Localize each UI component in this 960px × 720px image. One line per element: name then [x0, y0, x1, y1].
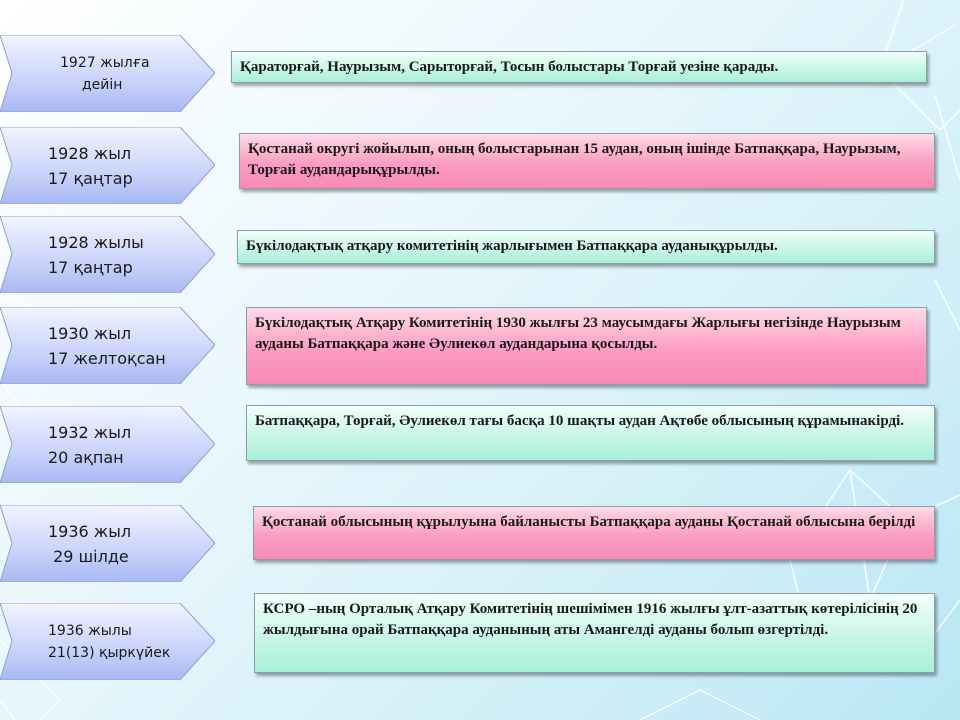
date-line2: 20 ақпан: [48, 447, 124, 467]
event-box-1930: [246, 307, 927, 385]
date-arrow-1927: [0, 35, 215, 112]
date-arrow-1930: [0, 307, 215, 384]
event-box-1936-sept: [254, 593, 935, 673]
date-line1: 1936 жылы: [48, 622, 132, 639]
date-line2: дейін: [82, 76, 123, 93]
date-line2: 21(13) қыркүйек: [48, 644, 171, 661]
date-line1: 1932 жыл: [48, 422, 132, 442]
event-box-1928-jan-2: [237, 230, 935, 264]
date-arrow-1936-sept: [0, 603, 215, 680]
date-arrow-1936-july: [0, 505, 215, 582]
date-line1: 1936 жыл: [48, 521, 132, 541]
event-text: Қостанай облысының құрылуына байланысты Батпаққара ауданы Қостанай облысына берілді: [262, 514, 916, 530]
event-box-1928-jan: [239, 133, 935, 189]
event-text: Қараторғай, Наурызым, Сарыторғай, Тосын болыстары Торғай уезіне қарады.: [240, 59, 779, 75]
event-text: Қостанай округі жойылып, оның болыстарынан 15 аудан, оның ішінде Батпаққара, Наурызым, Торғай аудандарықұрылды.: [248, 141, 901, 178]
date-line2: 29 шілде: [48, 546, 129, 566]
date-line2: 17 желтоқсан: [48, 348, 166, 368]
event-text: Батпаққара, Торғай, Әулиекөл тағы басқа 10 шақты аудан Ақтөбе облысының құрамынакірді.: [255, 413, 904, 429]
date-line2: 17 қаңтар: [48, 168, 133, 188]
event-text: КСРО –ның Орталық Атқару Комитетінің шешімімен 1916 жылғы ұлт-азаттық көтерілісінің 20 жылдығына орай Батпаққара ауданының аты Амангелді ауданы болып өзгертілді.: [263, 601, 918, 638]
date-arrow-1932: [0, 406, 215, 483]
event-box-1932: [246, 405, 935, 461]
date-line1: 1930 жыл: [48, 323, 132, 343]
date-arrow-1928-jan: [0, 127, 215, 204]
event-text: Бүкілодақтық Атқару Комитетінің 1930 жылғы 23 маусымдағы Жарлығы негізінде Наурызым ауданы Батпаққара және Әулиекөл аудандарына қосылды.: [255, 315, 901, 352]
date-line1: 1927 жылға: [60, 54, 150, 71]
date-line2: 17 қаңтар: [48, 257, 133, 277]
event-box-1936-july: [253, 506, 935, 560]
event-box-1927: [231, 51, 927, 83]
date-line1: 1928 жылы: [48, 232, 144, 252]
date-arrow-1928-jan-2: [0, 216, 215, 293]
date-line1: 1928 жыл: [48, 143, 132, 163]
event-text: Бүкілодақтық атқару комитетінің жарлығымен Батпаққара ауданықұрылды.: [246, 238, 778, 254]
